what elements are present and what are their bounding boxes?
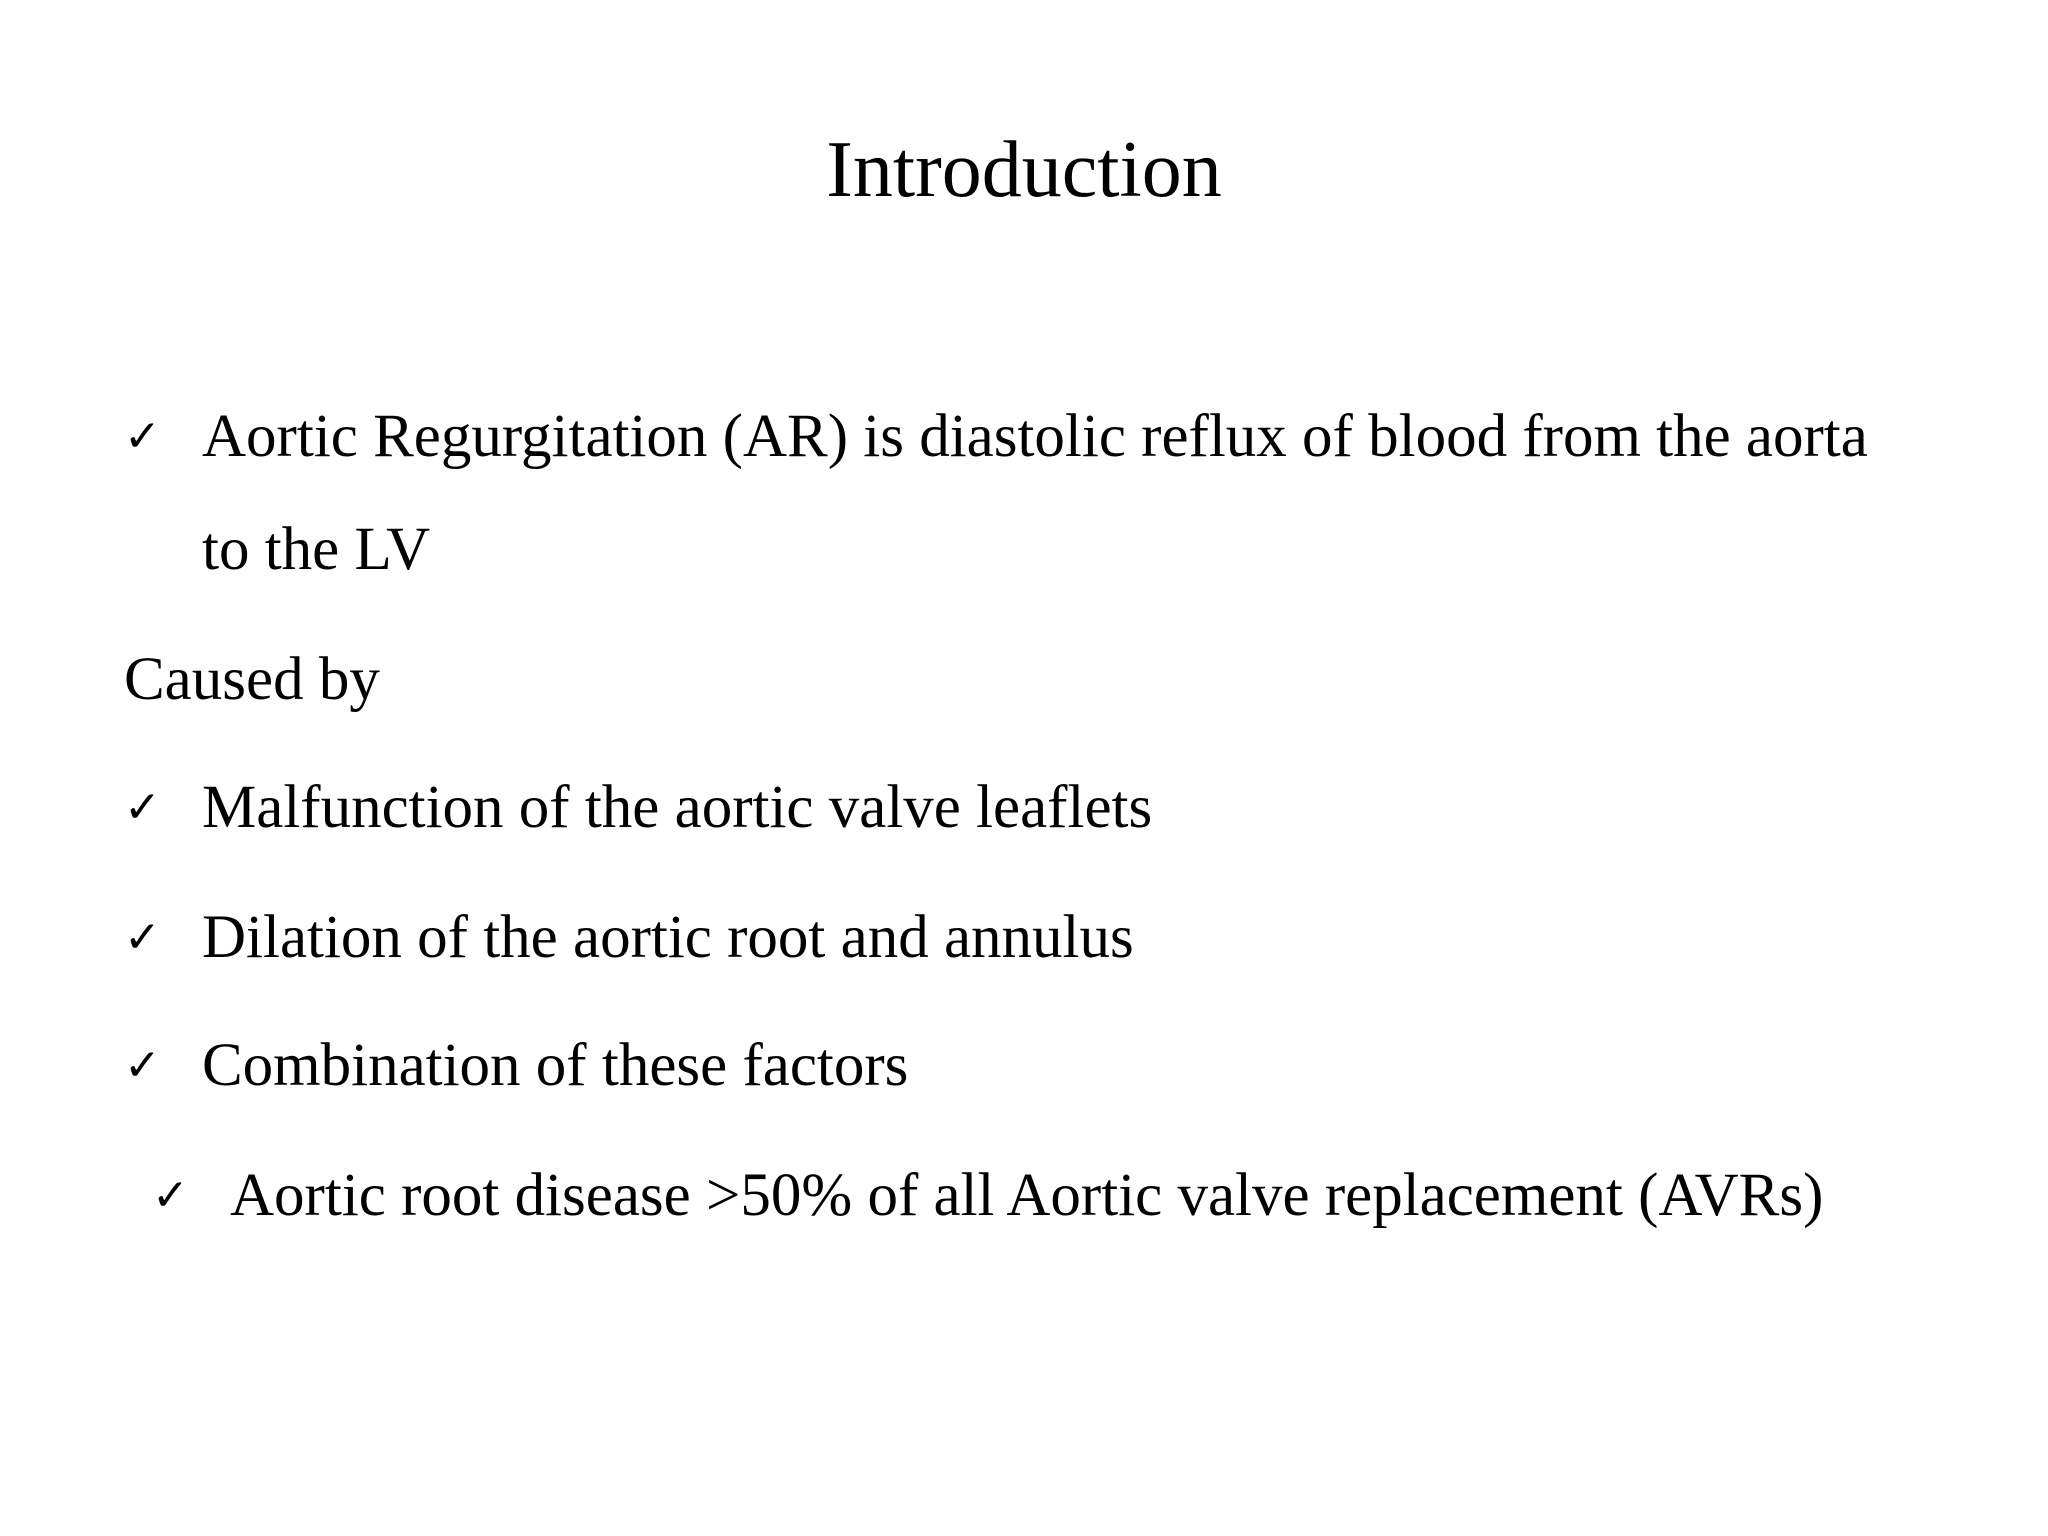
definition-line-2: to the LV: [202, 516, 431, 583]
cause-item: Malfunction of the aortic valve leaflets: [202, 774, 1153, 841]
checkmark-icon: ✓: [152, 1170, 189, 1221]
cause-item: Dilation of the aortic root and annulus: [202, 904, 1134, 971]
checkmark-icon: ✓: [124, 912, 161, 963]
checkmark-icon: ✓: [124, 411, 161, 462]
caused-by-label: Caused by: [124, 646, 380, 713]
note-text: Aortic root disease >50% of all Aortic valve replacement (AVRs): [230, 1162, 1824, 1229]
definition-line-1: Aortic Regurgitation (AR) is diastolic reflux of blood from the aorta: [202, 403, 1868, 470]
checkmark-icon: ✓: [124, 1040, 161, 1091]
checkmark-icon: ✓: [124, 782, 161, 833]
slide-title: Introduction: [826, 126, 1222, 214]
cause-item: Combination of these factors: [202, 1032, 909, 1099]
